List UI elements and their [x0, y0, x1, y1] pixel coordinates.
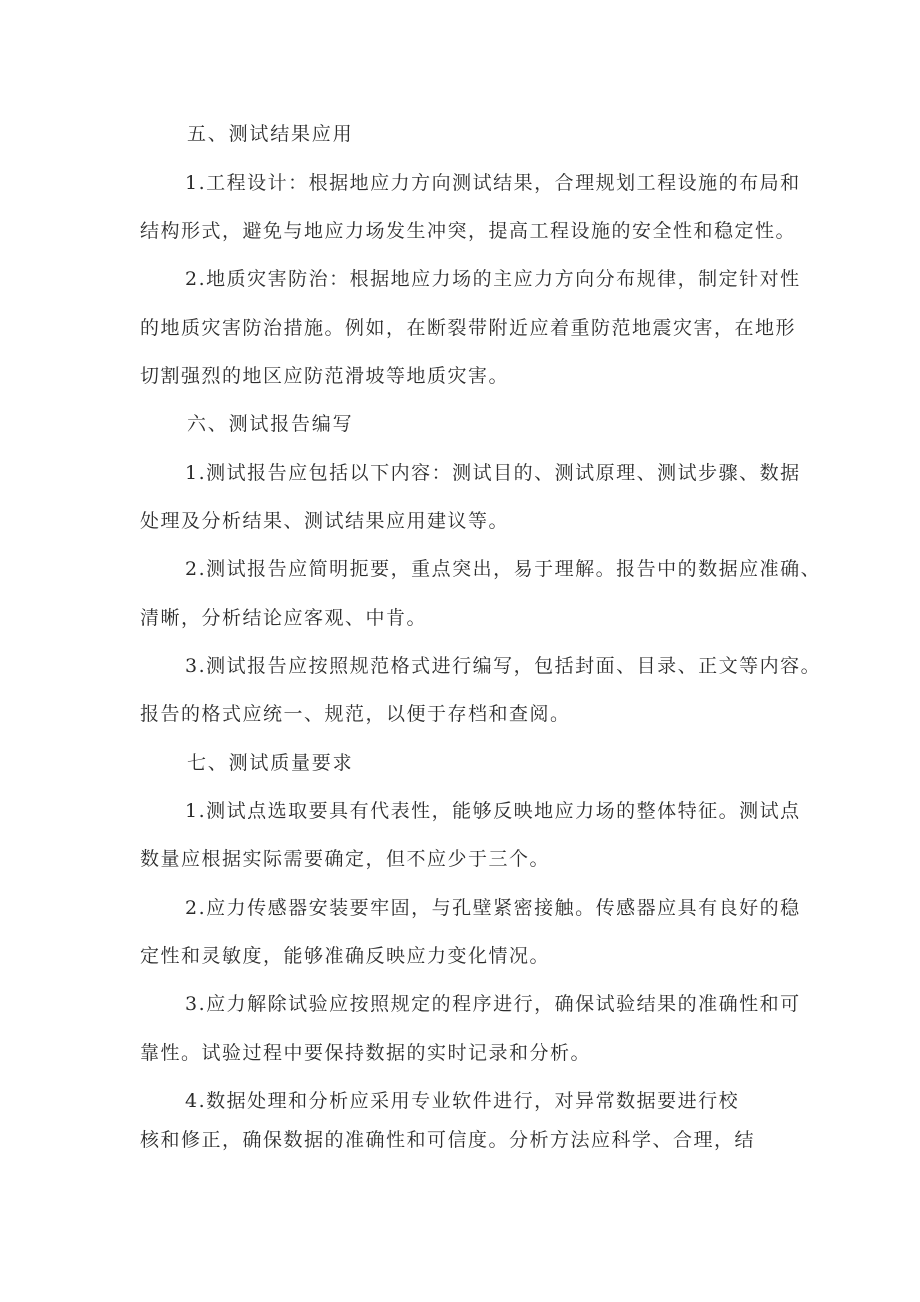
paragraph-line: 靠性。试验过程中要保持数据的实时记录和分析。 [140, 1042, 592, 1064]
paragraph-line: 3.应力解除试验应按照规定的程序进行，确保试验结果的准确性和可 [185, 993, 801, 1015]
paragraph-line: 处理及分析结果、测试结果应用建议等。 [140, 510, 510, 532]
paragraph-line: 2.应力传感器安装要牢固，与孔壁紧密接触。传感器应具有良好的稳 [185, 897, 801, 919]
paragraph-line: 2.测试报告应简明扼要，重点突出，易于理解。报告中的数据应准确、 [185, 558, 822, 580]
paragraph-line: 的地质灾害防治措施。例如，在断裂带附近应着重防范地震灾害，在地形 [140, 317, 797, 339]
paragraph-line: 清晰，分析结论应客观、中肯。 [140, 607, 428, 629]
paragraph-line: 报告的格式应统一、规范，以便于存档和查阅。 [140, 703, 571, 725]
paragraph-line: 核和修正，确保数据的准确性和可信度。分析方法应科学、合理，结 [140, 1129, 756, 1151]
section-heading-6: 六、测试报告编写 [187, 413, 354, 435]
paragraph-line: 4.数据处理和分析应采用专业软件进行，对异常数据要进行校 [185, 1090, 740, 1112]
paragraph-line: 切割强烈的地区应防范滑坡等地质灾害。 [140, 365, 510, 387]
section-heading-5: 五、测试结果应用 [187, 123, 354, 145]
paragraph-line: 数量应根据实际需要确定，但不应少于三个。 [140, 848, 551, 870]
paragraph-line: 2.地质灾害防治：根据地应力场的主应力方向分布规律，制定针对性 [185, 268, 801, 290]
paragraph-line: 1.工程设计：根据地应力方向测试结果，合理规划工程设施的布局和 [185, 172, 801, 194]
paragraph-line: 1.测试报告应包括以下内容：测试目的、测试原理、测试步骤、数据 [185, 462, 801, 484]
paragraph-line: 3.测试报告应按照规范格式进行编写，包括封面、目录、正文等内容。 [185, 655, 822, 677]
paragraph-line: 1.测试点选取要具有代表性，能够反映地应力场的整体特征。测试点 [185, 800, 801, 822]
paragraph-line: 定性和灵敏度，能够准确反映应力变化情况。 [140, 945, 551, 967]
paragraph-line: 结构形式，避免与地应力场发生冲突，提高工程设施的安全性和稳定性。 [140, 220, 797, 242]
section-heading-7: 七、测试质量要求 [187, 752, 354, 774]
